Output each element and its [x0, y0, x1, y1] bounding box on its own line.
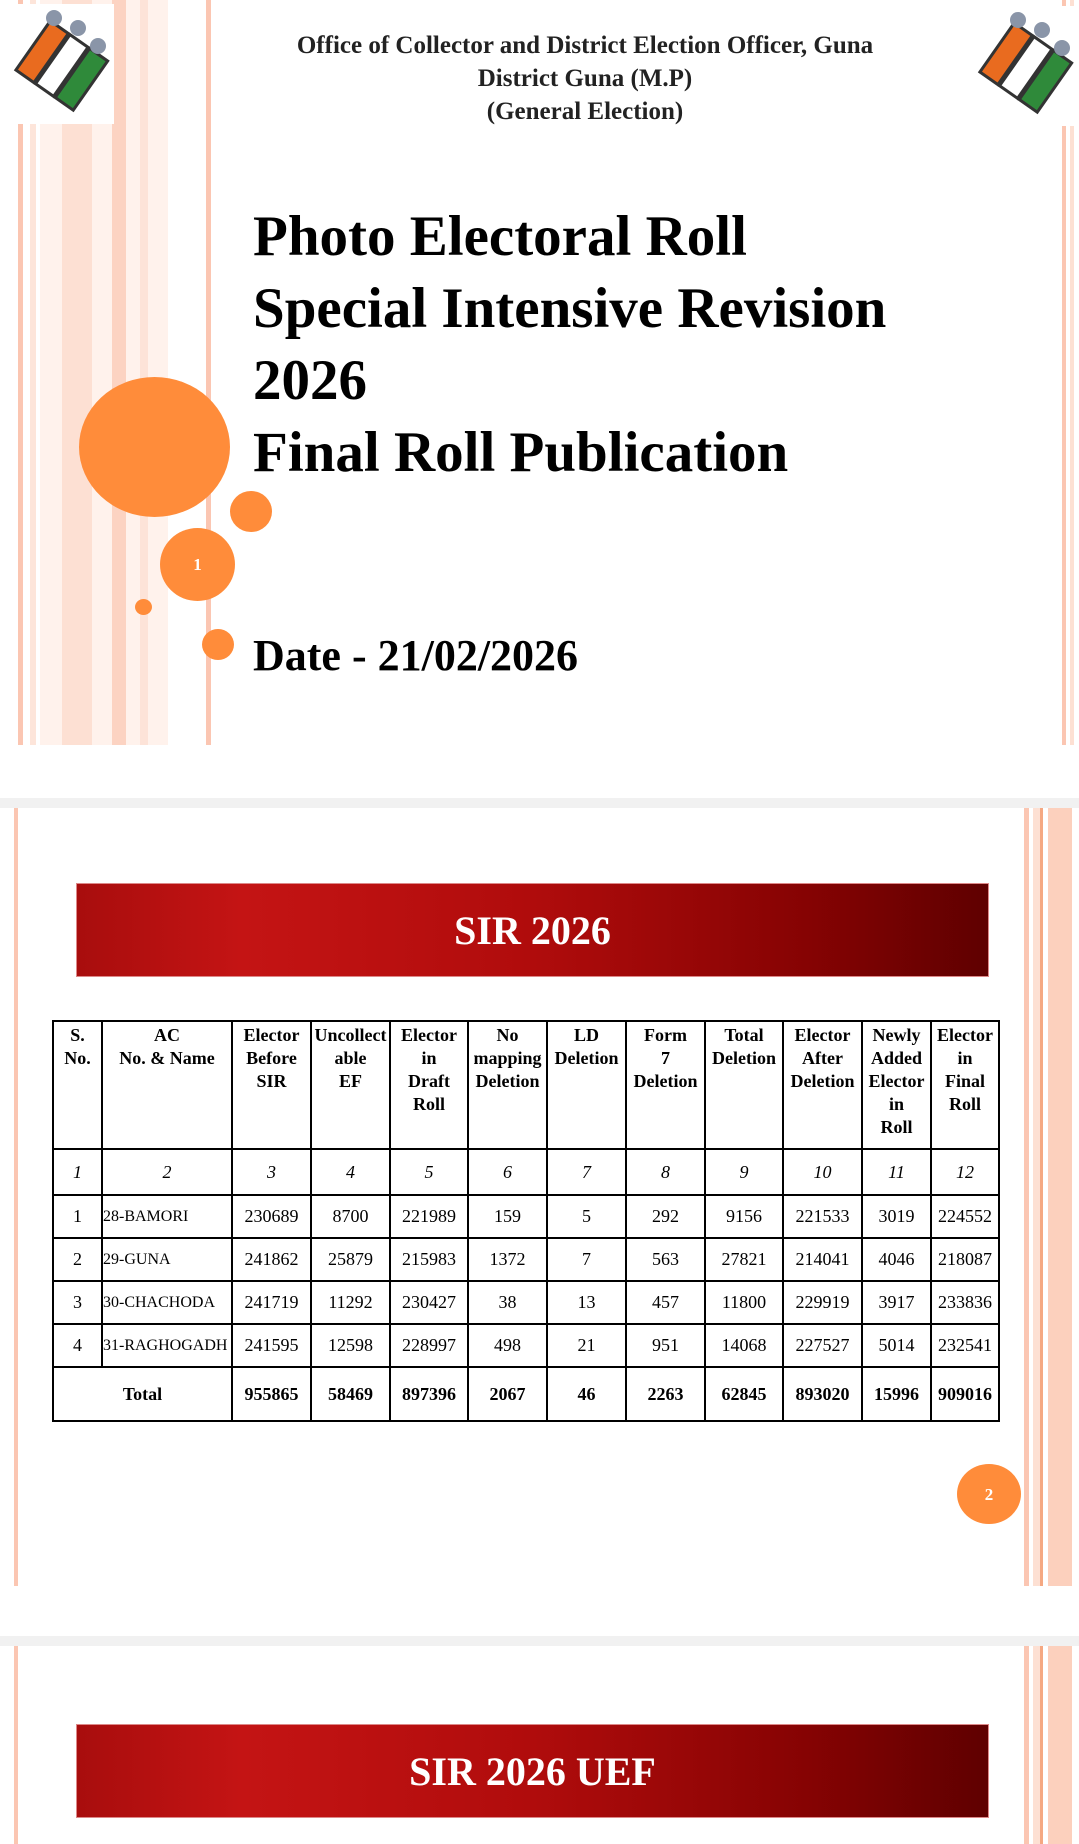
table-cell: 8700: [311, 1195, 390, 1238]
table-cell: 228997: [390, 1324, 468, 1367]
section-banner: SIR 2026: [76, 883, 989, 977]
column-index-cell: 1: [53, 1149, 102, 1195]
decorative-stripe: [1048, 1646, 1072, 1844]
table-cell: 4046: [862, 1238, 931, 1281]
table-cell: 292: [626, 1195, 705, 1238]
table-cell: 230427: [390, 1281, 468, 1324]
publication-date: Date - 21/02/2026: [253, 631, 579, 680]
column-index-cell: 8: [626, 1149, 705, 1195]
table-cell: 21: [547, 1324, 626, 1367]
table-cell: 241862: [232, 1238, 311, 1281]
org-election-type: (General Election): [486, 98, 684, 125]
table-cell: 232541: [931, 1324, 999, 1367]
table-cell: 498: [468, 1324, 547, 1367]
org-name: Office of Collector and District Election Officer, Guna: [296, 32, 874, 59]
column-header: S. No.: [53, 1021, 102, 1149]
table-header-row: [53, 1021, 999, 1149]
ac-name-cell: 29-GUNA: [102, 1238, 232, 1281]
column-index-cell: 4: [311, 1149, 390, 1195]
table-cell: 12598: [311, 1324, 390, 1367]
slide-3: [0, 1646, 1079, 1844]
ac-name-cell: 30-CHACHODA: [102, 1281, 232, 1324]
total-cell: 2067: [468, 1367, 547, 1421]
column-header: Uncollect able EF: [311, 1021, 390, 1149]
org-district: District Guna (M.P): [477, 65, 693, 92]
table-cell: 14068: [705, 1324, 783, 1367]
slide-1: [0, 0, 1079, 798]
decorative-stripe: [1048, 808, 1072, 1586]
total-cell: 46: [547, 1367, 626, 1421]
table-cell: 227527: [783, 1324, 862, 1367]
column-header: Form 7 Deletion: [626, 1021, 705, 1149]
table-row: [53, 1238, 999, 1281]
total-cell: 58469: [311, 1367, 390, 1421]
column-index-cell: 12: [931, 1149, 999, 1195]
table-cell: 1372: [468, 1238, 547, 1281]
title-line-1: Photo Electoral Roll: [253, 205, 747, 268]
column-index-cell: 5: [390, 1149, 468, 1195]
ac-name-cell: 31-RAGHOGADH: [102, 1324, 232, 1367]
table-cell: 563: [626, 1238, 705, 1281]
table-cell: 13: [547, 1281, 626, 1324]
title-line-4: Final Roll Publication: [253, 421, 789, 484]
decorative-stripe: [14, 808, 18, 1586]
total-cell: 955865: [232, 1367, 311, 1421]
column-index-cell: 7: [547, 1149, 626, 1195]
table-cell: 3917: [862, 1281, 931, 1324]
decorative-stripe: [1024, 808, 1029, 1586]
column-header: LD Deletion: [547, 1021, 626, 1149]
table-row: [53, 1324, 999, 1367]
table-cell: 233836: [931, 1281, 999, 1324]
decorative-stripe: [140, 0, 148, 745]
total-cell: 2263: [626, 1367, 705, 1421]
column-header: No mapping Deletion: [468, 1021, 547, 1149]
table-cell: 25879: [311, 1238, 390, 1281]
table-cell: 221533: [783, 1195, 862, 1238]
table-cell: 27821: [705, 1238, 783, 1281]
column-header: Elector in Final Roll: [931, 1021, 999, 1149]
table-cell: 229919: [783, 1281, 862, 1324]
total-cell: 62845: [705, 1367, 783, 1421]
eci-logo-icon: [4, 4, 114, 124]
total-cell: 15996: [862, 1367, 931, 1421]
column-header: Elector Before SIR: [232, 1021, 311, 1149]
decorative-circle: [230, 491, 272, 532]
table-cell: 457: [626, 1281, 705, 1324]
total-cell: 893020: [783, 1367, 862, 1421]
table-cell: 5: [547, 1195, 626, 1238]
column-header: Elector After Deletion: [783, 1021, 862, 1149]
decorative-stripe: [1040, 808, 1043, 1586]
decorative-stripe: [1033, 1646, 1040, 1844]
column-index-cell: 10: [783, 1149, 862, 1195]
sir-summary-table: [52, 1020, 1000, 1422]
table-cell: 4: [53, 1324, 102, 1367]
table-cell: 230689: [232, 1195, 311, 1238]
decorative-stripe: [14, 1646, 18, 1844]
column-index-cell: 2: [102, 1149, 232, 1195]
title-line-2: Special Intensive Revision: [253, 277, 887, 340]
column-index-cell: 6: [468, 1149, 547, 1195]
decorative-stripe: [112, 0, 126, 745]
decorative-circle: [135, 599, 152, 615]
table-cell: 3019: [862, 1195, 931, 1238]
table-row: [53, 1281, 999, 1324]
column-index-cell: 9: [705, 1149, 783, 1195]
table-cell: 241595: [232, 1324, 311, 1367]
total-label: Total: [53, 1367, 232, 1421]
total-cell: 909016: [931, 1367, 999, 1421]
title-line-3: 2026: [253, 349, 367, 412]
decorative-stripe: [1040, 1646, 1043, 1844]
table-cell: 951: [626, 1324, 705, 1367]
total-cell: 897396: [390, 1367, 468, 1421]
page-number: 1: [193, 555, 202, 574]
eci-logo-icon: [968, 6, 1078, 126]
table-cell: 224552: [931, 1195, 999, 1238]
column-index-row: [53, 1149, 999, 1195]
table-cell: 2: [53, 1238, 102, 1281]
table-cell: 9156: [705, 1195, 783, 1238]
table-cell: 215983: [390, 1238, 468, 1281]
decorative-stripe: [1024, 1646, 1029, 1844]
table-cell: 214041: [783, 1238, 862, 1281]
column-index-cell: 11: [862, 1149, 931, 1195]
decorative-circle: [202, 629, 234, 660]
table-cell: 218087: [931, 1238, 999, 1281]
page-number: 2: [984, 1485, 994, 1504]
table-cell: 3: [53, 1281, 102, 1324]
column-index-cell: 3: [232, 1149, 311, 1195]
slide-2: [0, 808, 1079, 1636]
table-cell: 5014: [862, 1324, 931, 1367]
table-cell: 159: [468, 1195, 547, 1238]
column-header: Total Deletion: [705, 1021, 783, 1149]
column-header: Newly Added Elector in Roll: [862, 1021, 931, 1149]
section-banner: SIR 2026 UEF: [76, 1724, 989, 1818]
table-cell: 221989: [390, 1195, 468, 1238]
table-row: [53, 1195, 999, 1238]
table-cell: 241719: [232, 1281, 311, 1324]
decorative-circle: [79, 377, 230, 517]
decorative-stripe: [1033, 808, 1040, 1586]
ac-name-cell: 28-BAMORI: [102, 1195, 232, 1238]
total-row: [53, 1367, 999, 1421]
table-cell: 11800: [705, 1281, 783, 1324]
table-cell: 1: [53, 1195, 102, 1238]
table-cell: 7: [547, 1238, 626, 1281]
table-cell: 38: [468, 1281, 547, 1324]
column-header: AC No. & Name: [102, 1021, 232, 1149]
column-header: Elector in Draft Roll: [390, 1021, 468, 1149]
table-cell: 11292: [311, 1281, 390, 1324]
